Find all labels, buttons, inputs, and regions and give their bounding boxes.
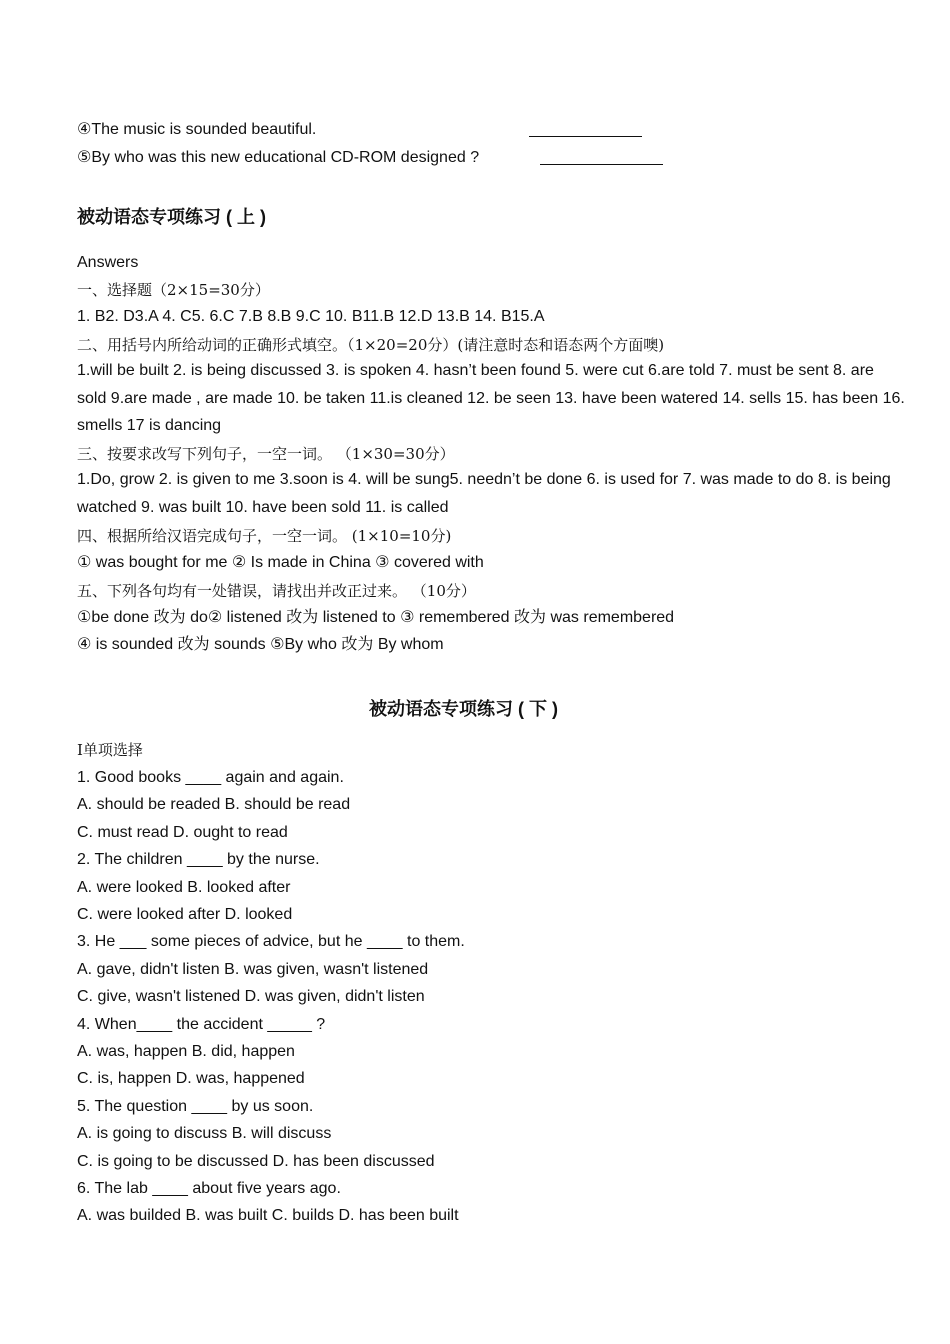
question-stem: 4. When____ the accident _____ ?	[77, 1015, 326, 1033]
answers-part3-title: 三、按要求改写下列句子，一空一词。 （1×30=30分）	[77, 445, 455, 463]
question-stem: 6. The lab ____ about five years ago.	[77, 1180, 341, 1197]
question-options: C. give, wasn't listened D. was given, didn't listen	[77, 988, 425, 1006]
answers-part2-title: 二、用括号内所给动词的正确形式填空。（1×20=20分）(请注意时态和语态两个方面噢)	[77, 336, 665, 354]
correction-item-4: ④The music is sounded beautiful.	[77, 121, 317, 138]
question-options: C. is, happen D. was, happened	[77, 1070, 305, 1088]
question-options: C. is going to be discussed D. has been discussed	[77, 1152, 435, 1170]
section-title-part2: 被动语态专项练习 ( 下 )	[369, 699, 558, 719]
question-options: A. was, happen B. did, happen	[77, 1043, 295, 1060]
question-options: A. should be readed B. should be read	[77, 796, 351, 814]
question-options: A. were looked B. looked after	[77, 878, 291, 896]
question-stem: 2. The children ____ by the nurse.	[77, 851, 320, 869]
question-stem: 5. The question ____ by us soon.	[77, 1097, 314, 1115]
answers-part2-text: 1.will be built 2. is being discussed 3. is spoken 4. hasn’t been found 5. were cut 6.are told 7. must be sent 8. are sold 9.are made , are made 10. be taken 11.is cleaned 12. be seen 13. have been watered 14. sells 15. has been 16. smells 17 is dancing	[77, 362, 905, 434]
answers-part5-title: 五、下列各句均有一处错误，请找出并改正过来。 （10分）	[77, 582, 476, 600]
answer-blank-4	[529, 136, 642, 137]
answers-part3-text: 1.Do, grow 2. is given to me 3.soon is 4. will be sung5. needn’t be done 6. is used for 7. was made to do 8. is being watched 9. was built 10. have been sold 11. is called	[77, 471, 891, 516]
question-options: C. were looked after D. looked	[77, 906, 293, 923]
section-title-part1: 被动语态专项练习 ( 上 )	[77, 207, 266, 227]
section2-subheading: Ⅰ单项选择	[77, 741, 143, 759]
correction-item-5: ⑤By who was this new educational CD-ROM designed ?	[77, 149, 480, 166]
question-options: C. must read D. ought to read	[77, 823, 288, 841]
question-options: A. is going to discuss B. will discuss	[77, 1125, 332, 1143]
question-stem: 3. He ___ some pieces of advice, but he ____ to them.	[77, 933, 465, 951]
answers-part4-text: ① was bought for me ② Is made in China ③ covered with	[77, 554, 484, 571]
answers-part5-line2: ④ is sounded 改为 sounds ⑤By who 改为 By whom	[77, 636, 444, 653]
answers-part5-line1: ①be done 改为 do② listened 改为 listened to ③ remembered 改为 was remembered	[77, 609, 675, 626]
answer-blank-5	[540, 164, 663, 165]
answers-heading: Answers	[77, 254, 139, 271]
answers-part1-title: 一、选择题（2×15=30分）	[77, 281, 270, 299]
answers-part1-text: 1. B2. D3.A 4. C5. 6.C 7.B 8.B 9.C 10. B11.B 12.D 13.B 14. B15.A	[77, 308, 545, 325]
answers-part4-title: 四、根据所给汉语完成句子，一空一词。 (1×10=10分)	[77, 527, 452, 545]
question-stem: 1. Good books ____ again and again.	[77, 769, 344, 786]
question-options: A. was builded B. was built C. builds D. has been built	[77, 1207, 459, 1225]
question-options: A. gave, didn't listen B. was given, wasn't listened	[77, 960, 429, 978]
